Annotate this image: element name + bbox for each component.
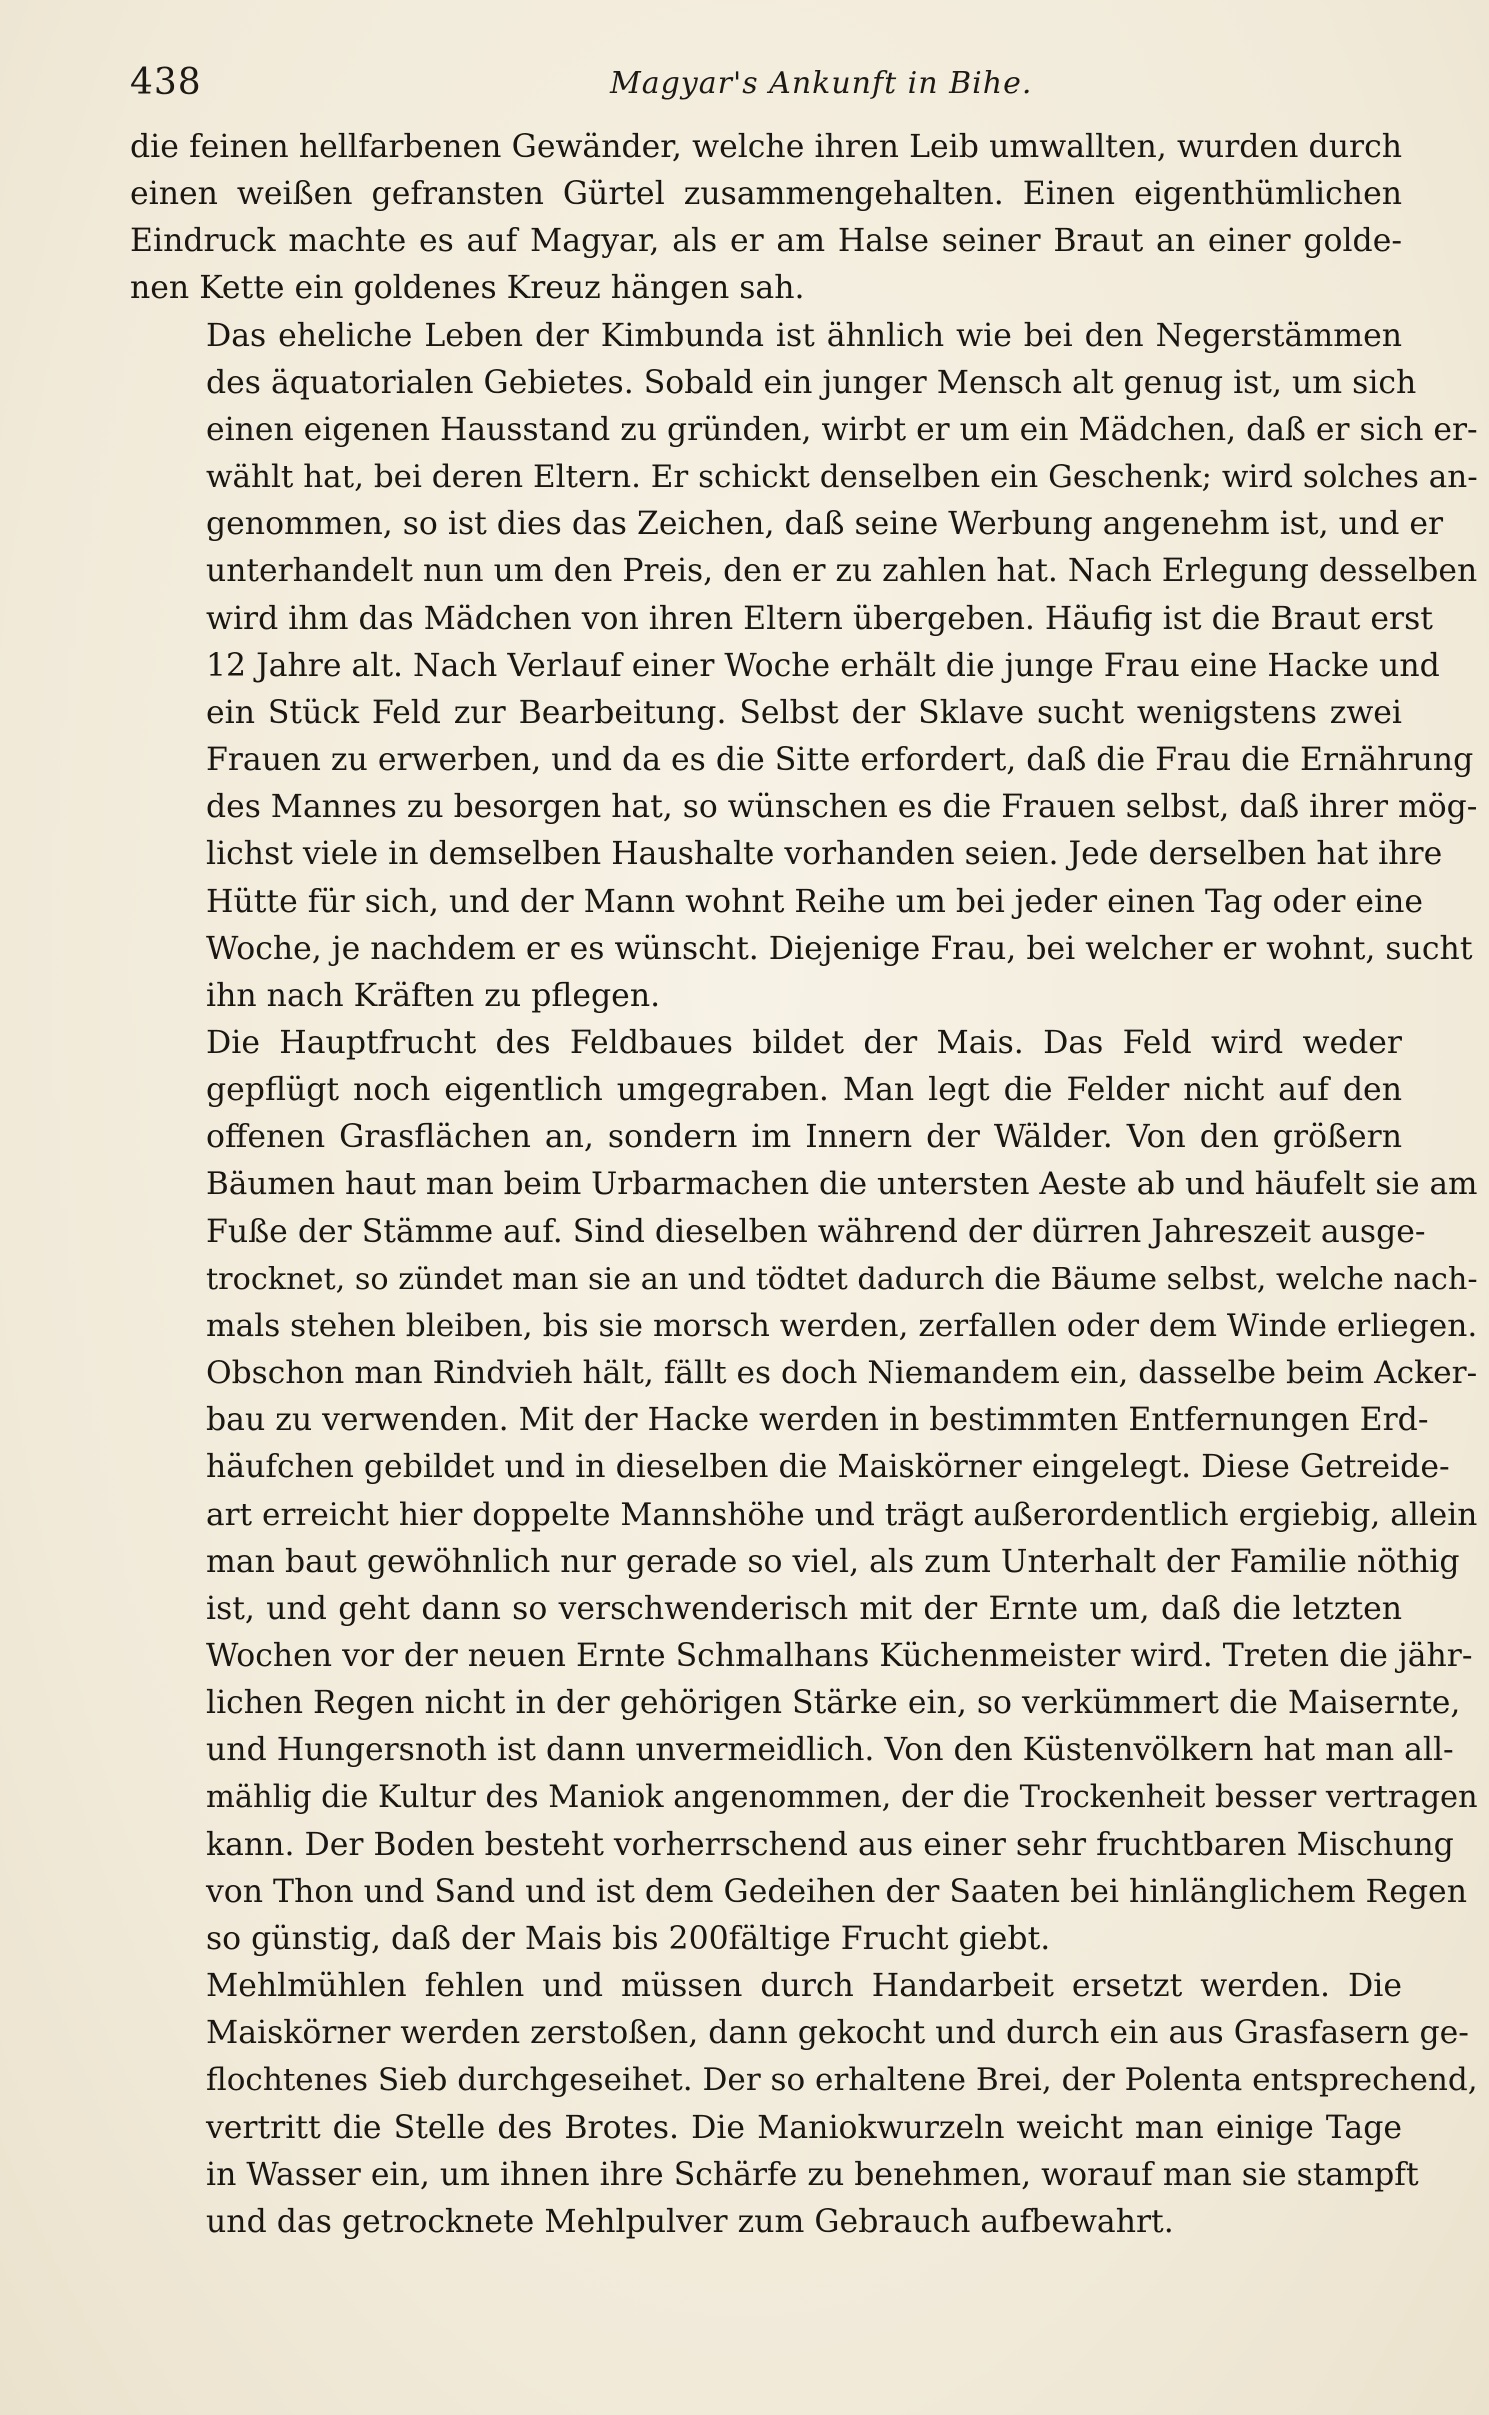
- text-line: Obschon man Rindvieh hält, fällt es doch Niemandem ein, dasselbe beim Acker-: [206, 1355, 1478, 1392]
- text-line: vertritt die Stelle des Brotes. Die Maniokwurzeln weicht man einige Tage: [206, 2109, 1402, 2146]
- text-line: die feinen hellfarbenen Gewänder, welche ihren Leib umwallten, wurden durch: [130, 129, 1402, 165]
- text-line: Eindruck machte es auf Magyar, als er am Halse seiner Braut an einer golde-: [130, 223, 1402, 260]
- text-line: gepflügt noch eigentlich umgegraben. Man legt die Felder nicht auf den: [206, 1072, 1402, 1109]
- text-line: wird ihm das Mädchen von ihren Eltern übergeben. Häufig ist die Braut erst: [206, 600, 1433, 637]
- page-header: [130, 62, 1410, 110]
- text-line: kann. Der Boden besteht vorherrschend aus einer sehr fruchtbaren Mischung: [206, 1826, 1454, 1863]
- text-line: Maiskörner werden zerstoßen, dann gekocht und durch ein aus Grasfasern ge-: [206, 2015, 1469, 2052]
- text-line: und Hungersnoth ist dann unvermeidlich. Von den Küstenvölkern hat man all-: [206, 1732, 1454, 1769]
- text-line: trocknet, so zündet man sie an und tödtet dadurch die Bäume selbst, welche nach-: [206, 1261, 1478, 1297]
- text-line: Woche, je nachdem er es wünscht. Diejenige Frau, bei welcher er wohnt, sucht: [206, 930, 1473, 967]
- text-line: in Wasser ein, um ihnen ihre Schärfe zu benehmen, worauf man sie stampft: [206, 2156, 1419, 2193]
- text-line: Hütte für sich, und der Mann wohnt Reihe um bei jeder einen Tag oder eine: [206, 883, 1424, 920]
- text-line: von Thon und Sand und ist dem Gedeihen der Saaten bei hinlänglichem Regen: [206, 1873, 1467, 1910]
- text-line: so günstig, daß der Mais bis 200fältige Frucht giebt.: [206, 1920, 1051, 1957]
- paragraph: [130, 124, 1402, 313]
- text-line: Fuße der Stämme auf. Sind dieselben während der dürren Jahreszeit ausge-: [206, 1213, 1426, 1250]
- text-line: nen Kette ein goldenes Kreuz hängen sah.: [130, 270, 805, 307]
- paragraph: [130, 1963, 1478, 2246]
- text-line: art erreicht hier doppelte Mannshöhe und trägt außerordentlich ergiebig, allein: [206, 1496, 1478, 1533]
- text-line: man baut gewöhnlich nur gerade so viel, als zum Unterhalt der Familie nöthig: [206, 1543, 1460, 1580]
- text-line: ist, und geht dann so verschwenderisch mit der Ernte um, daß die letzten: [206, 1590, 1402, 1627]
- text-line: offenen Grasflächen an, sondern im Innern der Wälder. Von den größern: [206, 1119, 1402, 1156]
- page-number: 438: [130, 62, 202, 103]
- text-line: mals stehen bleiben, bis sie morsch werden, zerfallen oder dem Winde erliegen.: [206, 1307, 1478, 1344]
- text-line: des äquatorialen Gebietes. Sobald ein junger Mensch alt genug ist, um sich: [206, 364, 1417, 401]
- text-line: Mehlmühlen fehlen und müssen durch Handarbeit ersetzt werden. Die: [206, 1968, 1402, 2005]
- text-line: Das eheliche Leben der Kimbunda ist ähnlich wie bei den Negerstämmen: [206, 317, 1402, 354]
- text-line: genommen, so ist dies das Zeichen, daß seine Werbung angenehm ist, und er: [206, 506, 1444, 543]
- text-line: und das getrocknete Mehlpulver zum Gebrauch aufbewahrt.: [206, 2203, 1174, 2240]
- text-line: ihn nach Kräften zu pflegen.: [206, 977, 661, 1014]
- text-line: flochtenes Sieb durchgeseihet. Der so erhaltene Brei, der Polenta entsprechend,: [206, 2062, 1478, 2099]
- text-line: wählt hat, bei deren Eltern. Er schickt denselben ein Geschenk; wird solches an-: [206, 459, 1478, 496]
- text-line: lichen Regen nicht in der gehörigen Stärke ein, so verkümmert die Maisernte,: [206, 1685, 1461, 1722]
- text-line: Die Hauptfrucht des Feldbaues bildet der Mais. Das Feld wird weder: [206, 1024, 1402, 1061]
- text-line: häufchen gebildet und in dieselben die Maiskörner eingelegt. Diese Getreide-: [206, 1449, 1450, 1486]
- text-line: einen weißen gefransten Gürtel zusammengehalten. Einen eigenthümlichen: [130, 176, 1402, 213]
- paragraph: [130, 1020, 1478, 1963]
- paragraph: [130, 313, 1478, 1020]
- text-line: mählig die Kultur des Maniok angenommen, der die Trockenheit besser vertragen: [206, 1780, 1478, 1816]
- text-line: bau zu verwenden. Mit der Hacke werden in bestimmten Entfernungen Erd-: [206, 1402, 1429, 1439]
- text-line: Frauen zu erwerben, und da es die Sitte erfordert, daß die Frau die Ernährung: [206, 742, 1474, 779]
- body-text: [130, 124, 1478, 2246]
- text-line: Bäumen haut man beim Urbarmachen die untersten Aeste ab und häufelt sie am: [206, 1166, 1478, 1203]
- running-title: Magyar's Ankunft in Bihe.: [610, 66, 1033, 101]
- text-line: des Mannes zu besorgen hat, so wünschen es die Frauen selbst, daß ihrer mög-: [206, 789, 1478, 826]
- text-line: 12 Jahre alt. Nach Verlauf einer Woche erhält die junge Frau eine Hacke und: [206, 647, 1440, 684]
- text-line: ein Stück Feld zur Bearbeitung. Selbst der Sklave sucht wenigstens zwei: [206, 694, 1402, 731]
- text-line: lichst viele in demselben Haushalte vorhanden seien. Jede derselben hat ihre: [206, 836, 1443, 873]
- text-line: Wochen vor der neuen Ernte Schmalhans Küchenmeister wird. Treten die jähr-: [206, 1638, 1473, 1674]
- text-line: einen eigenen Hausstand zu gründen, wirbt er um ein Mädchen, daß er sich er-: [206, 411, 1478, 448]
- text-line: unterhandelt nun um den Preis, den er zu zahlen hat. Nach Erlegung desselben: [206, 553, 1478, 590]
